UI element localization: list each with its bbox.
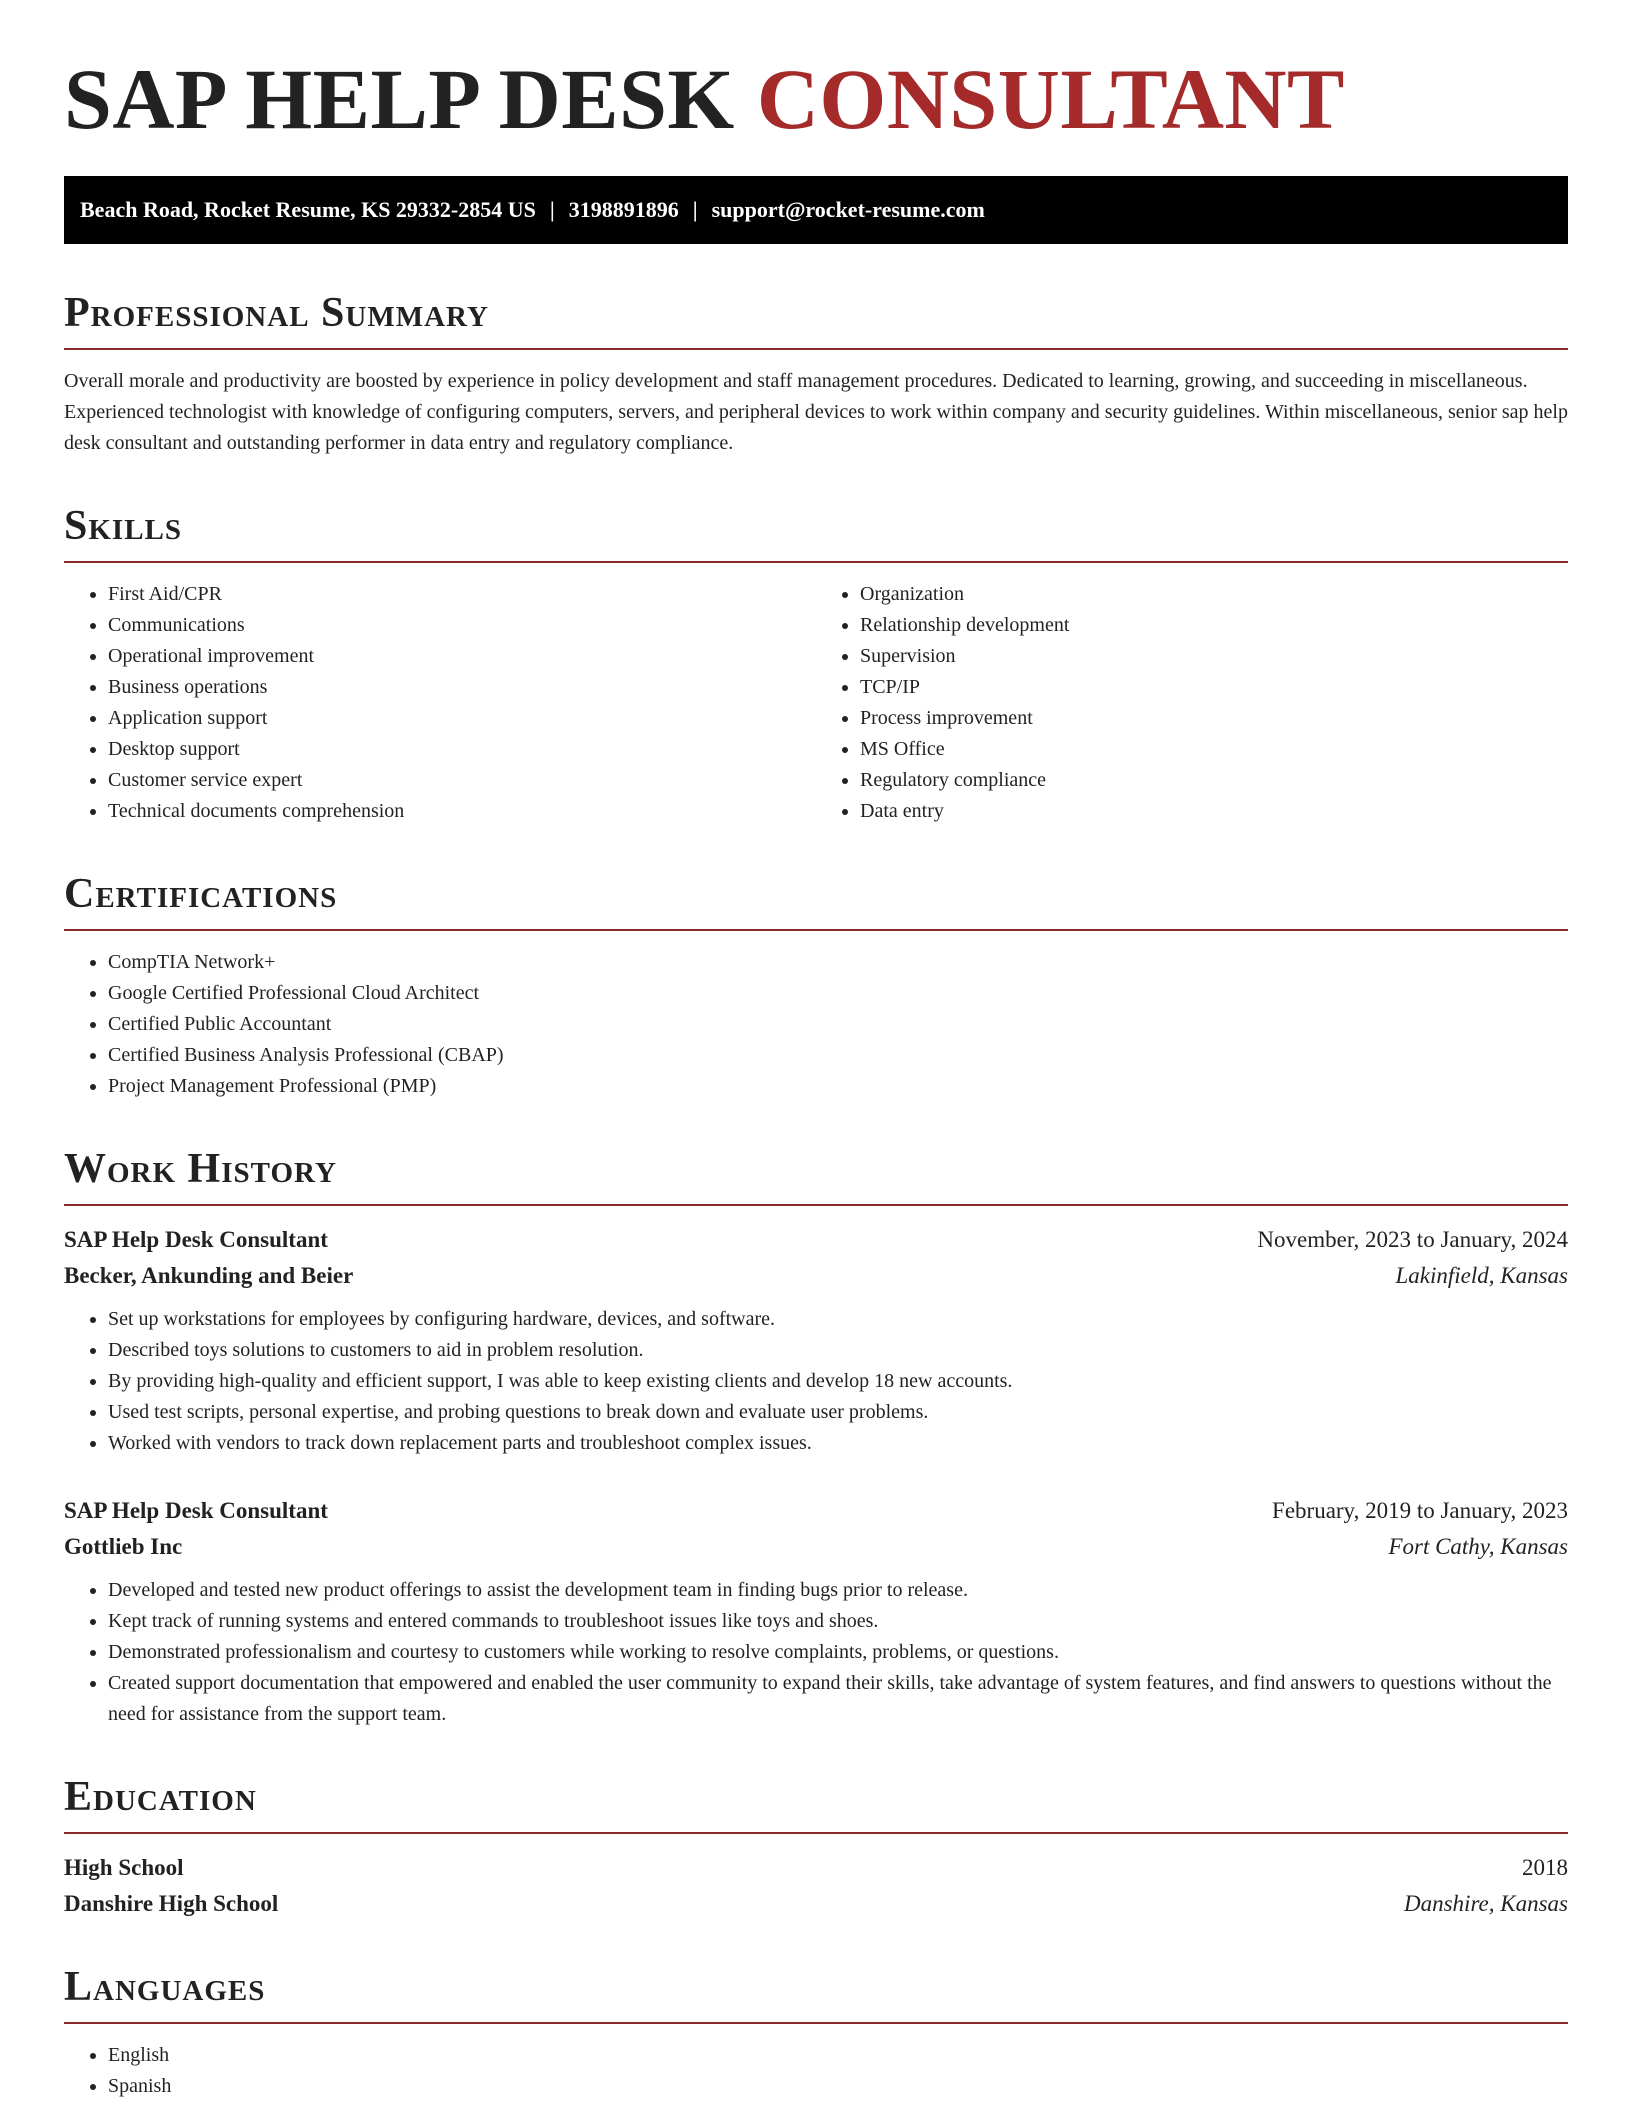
resume-title bbox=[64, 51, 1568, 147]
work-history-section bbox=[64, 1148, 1568, 1730]
list-item: • Described toys solutions to customers to aid in problem resolution. bbox=[108, 1335, 1568, 1366]
job-title: SAP Help Desk Consultant bbox=[64, 1227, 328, 1252]
list-item: • Desktop support bbox=[108, 734, 816, 765]
contact-address: Beach Road, Rocket Resume, KS 29332-2854 US bbox=[80, 197, 536, 222]
title-main: SAP HELP DESK bbox=[64, 51, 735, 147]
education-subheader bbox=[64, 1888, 1568, 1920]
list-item: • By providing high-quality and efficient support, I was able to keep existing clients and develop 18 new accounts. bbox=[108, 1366, 1568, 1397]
list-item: • Regulatory compliance bbox=[860, 765, 1568, 796]
list-item: • Communications bbox=[108, 610, 816, 641]
list-item: • Project Management Professional (PMP) bbox=[108, 1071, 1568, 1102]
languages-heading: Languages bbox=[64, 1966, 1568, 2024]
education-header bbox=[64, 1852, 1568, 1884]
certifications-list bbox=[64, 947, 1568, 1102]
job-duties-list bbox=[64, 1304, 1568, 1459]
skills-heading: Skills bbox=[64, 505, 1568, 563]
list-item: • Kept track of running systems and entered commands to troubleshoot issues like toys and shoes. bbox=[108, 1606, 1568, 1637]
list-item: • Spanish bbox=[108, 2071, 1568, 2102]
job-dates: February, 2019 to January, 2023 bbox=[1272, 1498, 1568, 1523]
list-item: • Application support bbox=[108, 703, 816, 734]
certifications-heading: Certifications bbox=[64, 873, 1568, 931]
list-item: • Demonstrated professionalism and courtesy to customers while working to resolve complaints, problems, or questions. bbox=[108, 1637, 1568, 1668]
education-school: Danshire High School bbox=[64, 1891, 279, 1916]
job-entry bbox=[64, 1495, 1568, 1730]
skills-list-left bbox=[64, 579, 816, 827]
contact-bar bbox=[64, 176, 1568, 244]
job-subheader bbox=[64, 1260, 1568, 1292]
skills-section bbox=[64, 505, 1568, 827]
list-item: • Operational improvement bbox=[108, 641, 816, 672]
languages-section bbox=[64, 1966, 1568, 2102]
list-item: • Used test scripts, personal expertise, and probing questions to break down and evaluate user problems. bbox=[108, 1397, 1568, 1428]
contact-separator: | bbox=[692, 197, 698, 222]
contact-separator: | bbox=[549, 197, 555, 222]
education-location: Danshire, Kansas bbox=[1404, 1891, 1568, 1916]
contact-email[interactable]: support@rocket-resume.com bbox=[711, 197, 985, 222]
certifications-section bbox=[64, 873, 1568, 1102]
title-accent: CONSULTANT bbox=[756, 51, 1345, 147]
list-item: • Google Certified Professional Cloud Architect bbox=[108, 978, 1568, 1009]
job-subheader bbox=[64, 1531, 1568, 1563]
job-company: Becker, Ankunding and Beier bbox=[64, 1263, 354, 1288]
list-item: • Developed and tested new product offerings to assist the development team in finding bugs prior to release. bbox=[108, 1575, 1568, 1606]
list-item: • Technical documents comprehension bbox=[108, 796, 816, 827]
list-item: • Data entry bbox=[860, 796, 1568, 827]
list-item: • CompTIA Network+ bbox=[108, 947, 1568, 978]
job-header bbox=[64, 1224, 1568, 1256]
list-item: • English bbox=[108, 2040, 1568, 2071]
job-title: SAP Help Desk Consultant bbox=[64, 1498, 328, 1523]
list-item: • TCP/IP bbox=[860, 672, 1568, 703]
education-year: 2018 bbox=[1522, 1855, 1568, 1880]
skills-grid bbox=[64, 579, 1568, 827]
languages-list bbox=[64, 2040, 1568, 2102]
job-dates: November, 2023 to January, 2024 bbox=[1257, 1227, 1568, 1252]
list-item: • Relationship development bbox=[860, 610, 1568, 641]
summary-section bbox=[64, 292, 1568, 459]
job-company: Gottlieb Inc bbox=[64, 1534, 183, 1559]
list-item: • Business operations bbox=[108, 672, 816, 703]
list-item: • Organization bbox=[860, 579, 1568, 610]
summary-text: Overall morale and productivity are boosted by experience in policy development and staff management procedures. Dedicated to learning, growing, and succeeding in miscellaneous. Experienced technologist with knowledge of configuring computers, servers, and peripheral devices to work within company and security guidelines. Within miscellaneous, senior sap help desk consultant and outstanding performer in data entry and regulatory compliance. bbox=[64, 370, 1568, 454]
job-entry bbox=[64, 1224, 1568, 1459]
job-location: Lakinfield, Kansas bbox=[1395, 1263, 1568, 1288]
job-location: Fort Cathy, Kansas bbox=[1388, 1534, 1568, 1559]
education-heading: Education bbox=[64, 1776, 1568, 1834]
list-item: • MS Office bbox=[860, 734, 1568, 765]
education-degree: High School bbox=[64, 1855, 184, 1880]
summary-heading: Professional Summary bbox=[64, 292, 1568, 350]
list-item: • Process improvement bbox=[860, 703, 1568, 734]
list-item: • Customer service expert bbox=[108, 765, 816, 796]
list-item: • Certified Business Analysis Professional (CBAP) bbox=[108, 1040, 1568, 1071]
education-section bbox=[64, 1776, 1568, 1920]
list-item: • Certified Public Accountant bbox=[108, 1009, 1568, 1040]
skills-list-right bbox=[816, 579, 1568, 827]
list-item: • Set up workstations for employees by configuring hardware, devices, and software. bbox=[108, 1304, 1568, 1335]
list-item: • Created support documentation that empowered and enabled the user community to expand their skills, take advantage of system features, and find answers to questions without the need for assistance from the support team. bbox=[108, 1668, 1568, 1730]
list-item: • Supervision bbox=[860, 641, 1568, 672]
job-header bbox=[64, 1495, 1568, 1527]
contact-phone[interactable]: 3198891896 bbox=[568, 197, 679, 222]
work-history-heading: Work History bbox=[64, 1148, 1568, 1206]
job-duties-list bbox=[64, 1575, 1568, 1730]
list-item: • Worked with vendors to track down replacement parts and troubleshoot complex issues. bbox=[108, 1428, 1568, 1459]
list-item: • First Aid/CPR bbox=[108, 579, 816, 610]
